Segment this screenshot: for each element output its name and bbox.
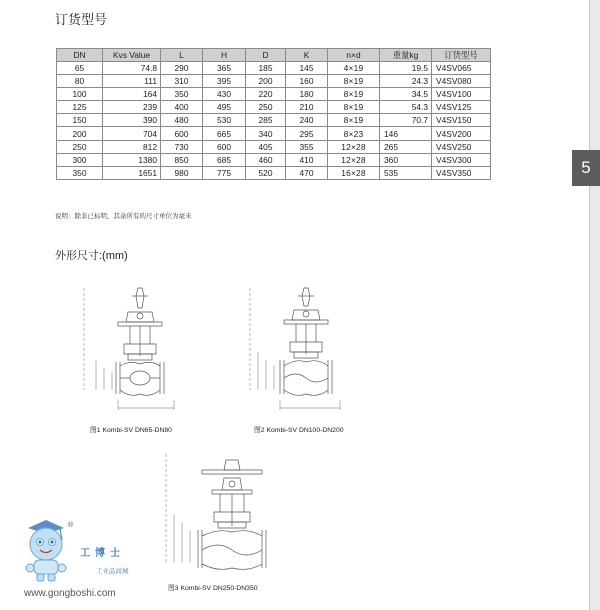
- cell-k: 210: [286, 101, 328, 114]
- cell-kvs: 164: [103, 88, 161, 101]
- cell-order-code: V4SV125: [432, 101, 491, 114]
- watermark-url: www.gongboshi.com: [24, 588, 116, 599]
- cell-weight: 54.3: [380, 101, 432, 114]
- col-header-weight: 重量kg: [380, 49, 432, 62]
- cell-kvs: 390: [103, 114, 161, 127]
- cell-order-code: V4SV200: [432, 127, 491, 140]
- cell-k: 355: [286, 140, 328, 153]
- cell-kvs: 812: [103, 140, 161, 153]
- valve-drawing-fig3: [162, 450, 282, 578]
- cell-weight: 19.5: [380, 62, 432, 75]
- cell-order-code: V4SV100: [432, 88, 491, 101]
- col-header-d: D: [246, 49, 286, 62]
- cell-nxd: 12×28: [328, 153, 380, 166]
- cell-l: 400: [161, 101, 203, 114]
- cell-h: 530: [203, 114, 246, 127]
- table-row: [57, 127, 491, 140]
- cell-k: 160: [286, 75, 328, 88]
- cell-dn: 150: [57, 114, 103, 127]
- valve-drawing-fig2: [244, 282, 354, 412]
- col-header-l: L: [161, 49, 203, 62]
- cell-l: 980: [161, 166, 203, 179]
- registered-mark: ®: [68, 522, 74, 529]
- valve-drawing-fig1: [82, 282, 192, 412]
- table-row: [57, 166, 491, 179]
- cell-l: 850: [161, 153, 203, 166]
- cell-dn: 80: [57, 75, 103, 88]
- cell-order-code: V4SV300: [432, 153, 491, 166]
- cell-k: 180: [286, 88, 328, 101]
- cell-nxd: 8×19: [328, 75, 380, 88]
- col-header-k: K: [286, 49, 328, 62]
- cell-weight: 24.3: [380, 75, 432, 88]
- col-header-kvs: Kvs Value: [103, 49, 161, 62]
- cell-dn: 250: [57, 140, 103, 153]
- cell-weight: 265: [380, 140, 432, 153]
- section-title: 订货型号: [55, 12, 108, 27]
- cell-d: 200: [246, 75, 286, 88]
- cell-dn: 200: [57, 127, 103, 140]
- cell-d: 340: [246, 127, 286, 140]
- figure3-caption: 图3 Kombi-SV DN250-DN350: [168, 585, 258, 592]
- cell-dn: 125: [57, 101, 103, 114]
- cell-h: 495: [203, 101, 246, 114]
- table-row: [57, 75, 491, 88]
- spec-table: [56, 48, 491, 180]
- cell-l: 600: [161, 127, 203, 140]
- cell-l: 730: [161, 140, 203, 153]
- cell-l: 480: [161, 114, 203, 127]
- cell-d: 250: [246, 101, 286, 114]
- cell-d: 520: [246, 166, 286, 179]
- cell-k: 410: [286, 153, 328, 166]
- col-header-dn: DN: [57, 49, 103, 62]
- cell-k: 240: [286, 114, 328, 127]
- cell-dn: 100: [57, 88, 103, 101]
- cell-h: 775: [203, 166, 246, 179]
- cell-order-code: V4SV150: [432, 114, 491, 127]
- cell-h: 665: [203, 127, 246, 140]
- chapter-tab: 5: [572, 150, 600, 186]
- cell-kvs: 1380: [103, 153, 161, 166]
- cell-nxd: 12×28: [328, 140, 380, 153]
- cell-l: 290: [161, 62, 203, 75]
- table-body: [57, 62, 491, 180]
- cell-order-code: V4SV250: [432, 140, 491, 153]
- cell-h: 430: [203, 88, 246, 101]
- cell-order-code: V4SV065: [432, 62, 491, 75]
- cell-weight: 146: [380, 127, 432, 140]
- cell-k: 470: [286, 166, 328, 179]
- cell-d: 220: [246, 88, 286, 101]
- table-row: [57, 114, 491, 127]
- watermark-brand: 工博士: [80, 548, 125, 559]
- page-edge: [590, 0, 600, 610]
- cell-nxd: 8×19: [328, 88, 380, 101]
- cell-h: 365: [203, 62, 246, 75]
- cell-k: 145: [286, 62, 328, 75]
- table-header-row: [57, 49, 491, 62]
- cell-k: 295: [286, 127, 328, 140]
- col-header-h: H: [203, 49, 246, 62]
- cell-nxd: 8×19: [328, 101, 380, 114]
- cell-nxd: 16×28: [328, 166, 380, 179]
- col-header-order-code: 订货型号: [432, 49, 491, 62]
- cell-dn: 300: [57, 153, 103, 166]
- cell-d: 405: [246, 140, 286, 153]
- watermark-subtitle: 工业品商城: [96, 568, 129, 575]
- table-row: [57, 101, 491, 114]
- cell-d: 285: [246, 114, 286, 127]
- cell-d: 185: [246, 62, 286, 75]
- cell-nxd: 4×19: [328, 62, 380, 75]
- cell-dn: 350: [57, 166, 103, 179]
- dimension-note: 说明：除非已标明，其余所有的尺寸单位为毫米: [55, 213, 192, 220]
- figure1-caption: 图1 Kombi-SV DN65-DN80: [90, 427, 172, 434]
- cell-order-code: V4SV350: [432, 166, 491, 179]
- cell-kvs: 1651: [103, 166, 161, 179]
- cell-d: 460: [246, 153, 286, 166]
- col-header-nxd: n×d: [328, 49, 380, 62]
- cell-nxd: 8×23: [328, 127, 380, 140]
- cell-nxd: 8×19: [328, 114, 380, 127]
- cell-kvs: 704: [103, 127, 161, 140]
- cell-dn: 65: [57, 62, 103, 75]
- table-row: [57, 153, 491, 166]
- figure2-caption: 图2 Kombi-SV DN100-DN200: [254, 427, 344, 434]
- table-row: [57, 88, 491, 101]
- cell-l: 350: [161, 88, 203, 101]
- cell-weight: 535: [380, 166, 432, 179]
- cell-weight: 70.7: [380, 114, 432, 127]
- table-row: [57, 62, 491, 75]
- cell-kvs: 74.8: [103, 62, 161, 75]
- dimension-title: 外形尺寸:(mm): [55, 250, 128, 262]
- cell-weight: 34.5: [380, 88, 432, 101]
- cell-kvs: 239: [103, 101, 161, 114]
- cell-kvs: 111: [103, 75, 161, 88]
- cell-order-code: V4SV080: [432, 75, 491, 88]
- cell-h: 600: [203, 140, 246, 153]
- cell-l: 310: [161, 75, 203, 88]
- cell-weight: 360: [380, 153, 432, 166]
- cell-h: 395: [203, 75, 246, 88]
- cell-h: 685: [203, 153, 246, 166]
- table-row: [57, 140, 491, 153]
